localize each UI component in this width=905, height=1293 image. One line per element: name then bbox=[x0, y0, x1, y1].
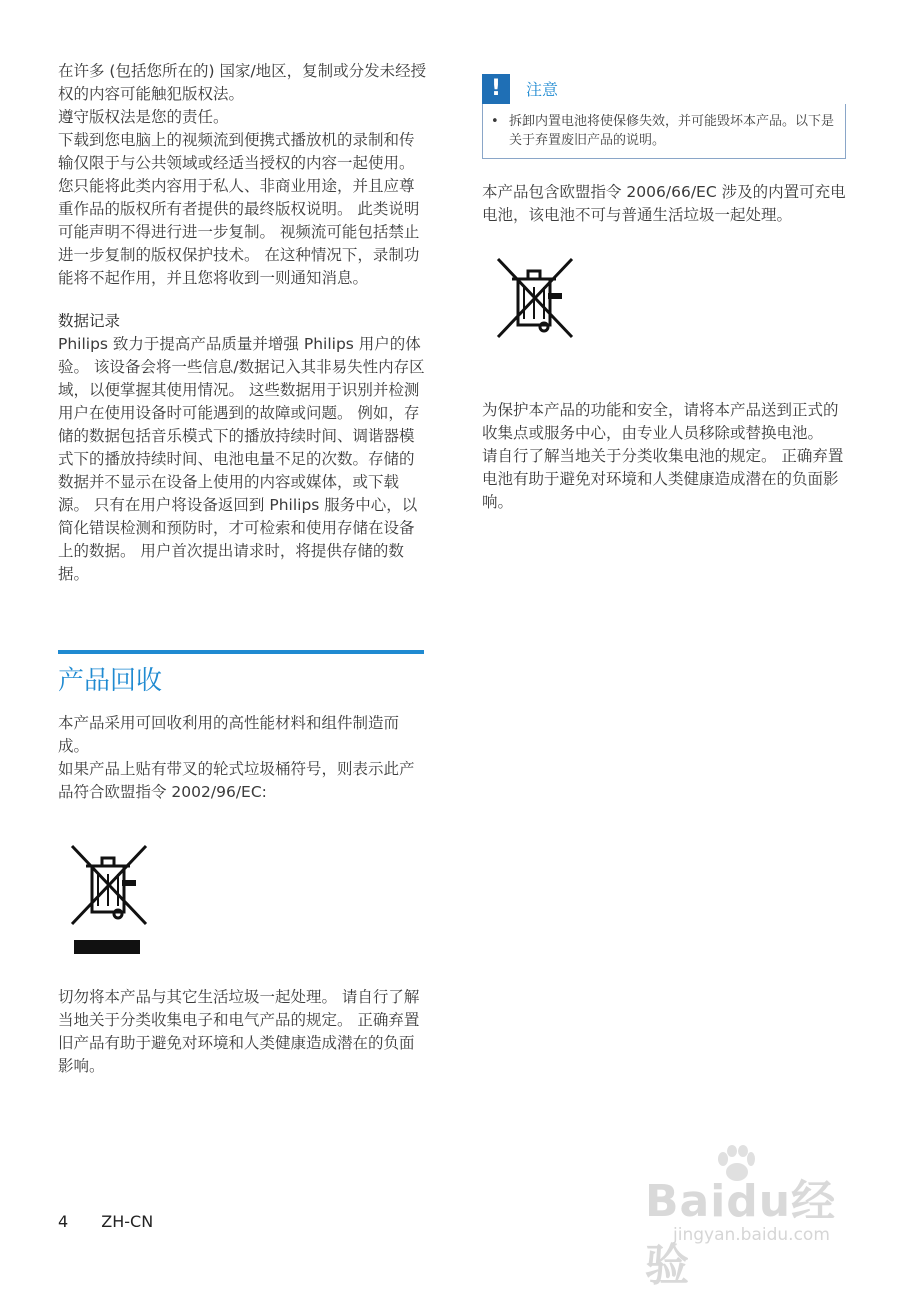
battery-protect-text-1: 为保护本产品的功能和安全，请将本产品送到正式的收集点或服务中心，由专业人员移除或替换电池。 bbox=[482, 401, 839, 442]
section-divider bbox=[58, 650, 424, 654]
crossed-bin-weee-icon bbox=[70, 844, 150, 956]
left-column bbox=[58, 60, 428, 1078]
copyright-text-1: 在许多 (包括您所在的) 国家/地区，复制或分发未经授权的内容可能触犯版权法。 bbox=[58, 62, 427, 103]
data-logging-heading: 数据记录 bbox=[58, 312, 121, 330]
crossed-bin-battery-icon bbox=[496, 257, 576, 341]
disposal-text: 切勿将本产品与其它生活垃圾一起处理。 请自行了解当地关于分类收集电子和电气产品的规定。 正确弃置旧产品有助于避免对环境和人类健康造成潜在的负面影响。 bbox=[58, 988, 420, 1075]
notice-box bbox=[482, 104, 846, 159]
language-code: ZH-CN bbox=[101, 1212, 154, 1231]
notice-header bbox=[482, 74, 847, 104]
watermark-url: jingyan.baidu.com bbox=[673, 1225, 830, 1245]
warning-icon: ! bbox=[482, 74, 510, 104]
notice-bullet: • bbox=[491, 114, 499, 129]
baidu-watermark bbox=[645, 1145, 865, 1291]
page-footer bbox=[58, 1212, 153, 1231]
data-logging-text: Philips 致力于提高产品质量并增强 Philips 用户的体验。 该设备会将一些信息/数据记入其非易失性内存区域，以便掌握其使用情况。 这些数据用于识别并检测用户在使用设备时可能遇到的故障或问题。 例如，存储的数据包括音乐模式下的播放持续时间、调谐器模式下的播放持续时间、电池电量不足的次数。存储的数据并不显示在设备上使用的内容或媒体，或下载源。 只有在用户将设备返回到 Philips 服务中心，以简化错误检测和预防时，才可检索和使用存储在设备上的数据。 用户首次提出请求时，将提供存储的数据。 bbox=[58, 335, 425, 583]
right-column bbox=[482, 60, 847, 514]
notice-text: 拆卸内置电池将使保修失效，并可能毁坏本产品。以下是关于弃置废旧产品的说明。 bbox=[509, 114, 835, 148]
battery-protect-text-2: 请自行了解当地关于分类收集电池的规定。 正确弃置电池有助于避免对环境和人类健康造成潜在的负面影响。 bbox=[482, 447, 844, 511]
recycling-text-1: 本产品采用可回收利用的高性能材料和组件制造而成。 bbox=[58, 714, 400, 755]
copyright-text-3: 下载到您电脑上的视频流到便携式播放机的录制和传输仅限于与公共领域或经适当授权的内容一起使用。 您只能将此类内容用于私人、非商业用途，并且应尊重作品的版权所有者提供的最终版权说明。 此类说明可能声明不得进行进一步复制。 视频流可能包括禁止进一步复制的版权保护技术。 在这种情况下，录制功能将不起作用，并且您将收到一则通知消息。 bbox=[58, 131, 420, 287]
copyright-text-2: 遵守版权法是您的责任。 bbox=[58, 108, 229, 126]
notice-title: 注意 bbox=[526, 79, 559, 99]
battery-directive-text: 本产品包含欧盟指令 2006/66/EC 涉及的内置可充电电池，该电池不可与普通生活垃圾一起处理。 bbox=[482, 183, 846, 224]
recycling-section-title: 产品回收 bbox=[58, 666, 163, 696]
page-number: 4 bbox=[58, 1212, 69, 1231]
watermark-brand: Baidu经验 bbox=[645, 1176, 837, 1291]
recycling-text-2: 如果产品上贴有带叉的轮式垃圾桶符号，则表示此产品符合欧盟指令 2002/96/EC: bbox=[58, 760, 415, 801]
